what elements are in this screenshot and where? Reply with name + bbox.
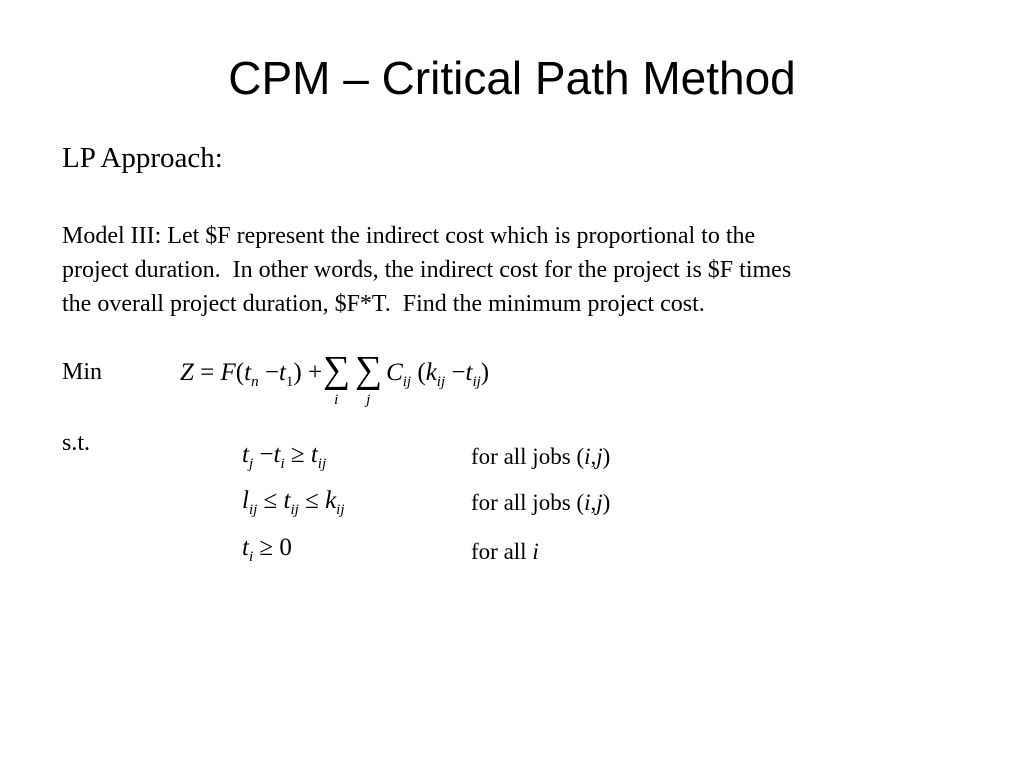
constraint-condition	[471, 442, 610, 472]
subscript-ij: ij	[402, 374, 412, 390]
sigma-icon: ∑	[355, 349, 383, 391]
subheading: LP Approach:	[62, 142, 223, 174]
condition-var-j: j	[596, 444, 603, 469]
sigma-icon: ∑	[323, 349, 351, 391]
condition-var-j: j	[596, 490, 603, 515]
constraint-condition	[471, 537, 539, 567]
subscript-i: i	[280, 456, 285, 472]
condition-separator: ,	[590, 444, 597, 469]
geq-sign: ≥	[259, 534, 274, 561]
constraint-condition	[471, 488, 610, 518]
sum-index-i: i	[334, 392, 339, 408]
model-description	[62, 219, 962, 321]
subscript-i: i	[248, 549, 254, 565]
description-line: project duration. In other words, the indirect cost for the project is $F times	[62, 257, 792, 283]
constraint-nonnegativity	[242, 534, 292, 565]
subscript-ij: ij	[436, 374, 446, 390]
var-c: C	[386, 359, 403, 386]
equals-sign: =	[200, 359, 215, 386]
subscript-ij: ij	[336, 502, 345, 518]
minus-sign: −	[264, 359, 279, 386]
var-t: t	[244, 359, 252, 386]
var-z: Z	[180, 359, 194, 386]
subscript-ij: ij	[317, 456, 327, 472]
condition-text: for all	[471, 539, 533, 564]
subscript-1: 1	[285, 374, 294, 390]
var-k: k	[325, 487, 337, 514]
paren: )	[480, 359, 490, 386]
condition-var-i: i	[584, 490, 591, 515]
var-t: t	[278, 359, 286, 386]
description-line: the overall project duration, $F*T. Find the minimum project cost.	[62, 291, 705, 317]
condition-close: )	[602, 490, 611, 515]
paren: )	[293, 359, 302, 386]
condition-var-i: i	[584, 444, 591, 469]
minus-sign: −	[451, 359, 466, 386]
summation-j	[355, 349, 385, 408]
var-l: l	[242, 487, 249, 514]
leq-sign: ≤	[305, 487, 319, 514]
constraint-precedence	[242, 441, 327, 472]
var-t: t	[273, 441, 281, 468]
subscript-ij: ij	[248, 502, 258, 518]
var-k: k	[425, 359, 437, 386]
sum-index-j: j	[366, 392, 371, 408]
constraint-bounds	[242, 487, 345, 518]
var-t: t	[465, 359, 473, 386]
paren: (	[417, 359, 426, 386]
condition-close: )	[602, 444, 611, 469]
slide-title: CPM – Critical Path Method	[228, 52, 796, 104]
description-line: Model III: Let $F represent the indirect cost which is proportional to the	[62, 223, 756, 249]
var-t: t	[242, 534, 249, 561]
subscript-ij: ij	[472, 374, 481, 390]
st-label: s.t.	[62, 430, 91, 456]
geq-sign: ≥	[290, 441, 305, 468]
subscript-j: j	[248, 456, 254, 472]
summation-i	[323, 349, 353, 408]
zero: 0	[279, 534, 292, 561]
condition-var-i: i	[532, 539, 539, 564]
condition-separator: ,	[590, 490, 597, 515]
condition-text: for all jobs (	[471, 490, 585, 515]
var-t: t	[283, 487, 291, 514]
paren: (	[235, 359, 245, 386]
leq-sign: ≤	[263, 487, 278, 514]
plus-sign: +	[307, 359, 323, 386]
min-label: Min	[62, 359, 103, 385]
var-t: t	[242, 441, 249, 468]
subscript-ij: ij	[290, 502, 299, 518]
objective-function	[180, 349, 490, 408]
minus-sign: −	[259, 441, 274, 468]
var-t: t	[310, 441, 318, 468]
var-f: F	[220, 359, 236, 386]
subscript-n: n	[251, 374, 259, 390]
condition-text: for all jobs (	[471, 444, 585, 469]
